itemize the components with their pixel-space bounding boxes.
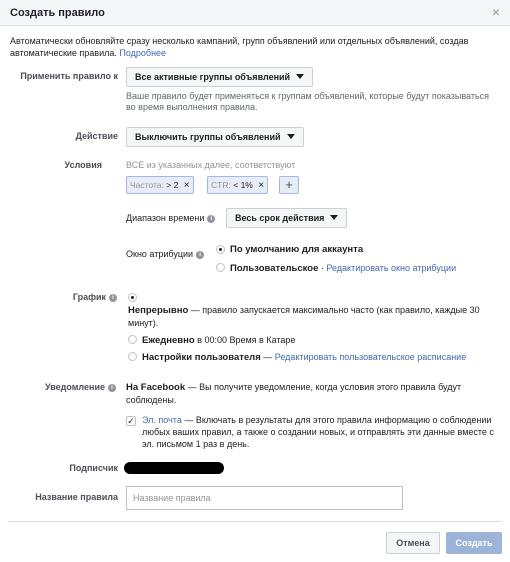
notifications-label: Уведомление i [6,382,116,392]
condition-value: 2 [173,180,179,190]
remove-condition-icon[interactable]: × [258,180,265,191]
notification-facebook [126,381,500,406]
time-range-selected: Весь срок действия [235,213,325,223]
caret-down-icon [296,74,304,79]
attribution-default-label: По умолчанию для аккаунта [230,244,364,255]
schedule-daily-option [142,334,295,347]
schedule-daily-radio[interactable] [128,335,137,344]
apply-rule-hint: Ваше правило будет применяться к группам объявлений, которые будут показываться во время выполнения правила. [126,91,490,112]
schedule-custom-sep: — [260,352,275,362]
notification-facebook-label: На Facebook [126,382,186,393]
schedule-continuous-label: Непрерывно [128,305,189,316]
edit-attribution-link[interactable]: Редактировать окно атрибуции [326,263,457,273]
attribution-custom-label: Пользовательское [230,263,319,274]
description-text: Автоматически обновляйте сразу несколько кампаний, групп объявлений или отдельных объявлений, создав автоматические правила. [10,36,469,58]
condition-value: 1% [240,180,253,190]
condition-key: CTR: [211,180,231,190]
action-label: Действие [75,131,118,141]
apply-rule-selected: Все активные группы объявлений [135,72,291,82]
dialog-description [10,35,480,59]
attribution-default-radio[interactable] [216,245,225,254]
schedule-continuous-radio[interactable] [128,293,137,302]
condition-token-frequency[interactable] [126,176,194,194]
notification-email-desc: — Включать в результаты для этого правила информацию о соблюдении любых ваших правил, а также о создании новых, и отправлять эти данные вместе с эл. письмом 1 раз в день. [142,415,494,449]
schedule-daily-desc: в 00:00 Время в Катаре [194,335,296,345]
learn-more-link[interactable]: Подробнее [119,48,167,58]
remove-condition-icon[interactable]: × [183,180,190,191]
time-range-dropdown[interactable] [226,208,347,228]
schedule-custom-label: Настройки пользователя [142,352,261,363]
schedule-daily-label: Ежедневно [142,335,195,346]
conditions-hint: ВСЕ из указанных далее, соответствуют [126,160,296,170]
info-icon[interactable]: i [207,215,215,223]
apply-rule-dropdown[interactable] [126,67,313,87]
create-button[interactable]: Создать [446,532,502,554]
action-selected: Выключить группы объявлений [135,132,281,142]
add-condition-button[interactable]: + [279,176,299,194]
conditions-label: Условия [64,160,102,170]
notification-facebook-desc: — Вы получите уведомление, когда условия этого правила будут соблюдены. [126,382,462,405]
caret-down-icon [287,134,295,139]
info-icon[interactable]: i [108,384,116,392]
edit-custom-schedule-link[interactable]: Редактировать пользовательское расписание [274,352,467,362]
email-notification-checkbox[interactable]: ✓ [127,416,135,426]
rule-name-input[interactable] [126,486,403,510]
rule-name-label: Название правила [35,492,118,502]
schedule-label: График i [7,292,117,302]
notification-email-label: Эл. почта [142,415,182,425]
condition-key: Частота: [130,180,164,190]
info-icon[interactable]: i [196,251,204,259]
footer-divider [8,521,502,522]
info-icon[interactable]: i [109,294,117,302]
attribution-custom-radio[interactable] [216,263,225,272]
condition-token-ctr[interactable] [207,176,268,194]
schedule-custom-option [142,351,466,364]
subscriber-label: Подписчик [69,463,118,473]
schedule-continuous-option [128,304,500,329]
dialog-header [0,0,510,26]
close-icon[interactable]: × [491,4,500,20]
attribution-custom-option: Пользовательское · Редактировать окно атрибуции [230,263,457,274]
notification-email [142,414,500,450]
caret-down-icon [330,215,338,220]
condition-op: > [166,180,172,190]
apply-rule-label: Применить правило к [20,71,118,81]
schedule-continuous-desc: — правило запускается максимально часто (как правило, каждые 30 минут). [128,305,480,328]
dialog-title: Создать правило [10,7,105,19]
action-dropdown[interactable] [126,127,304,147]
subscriber-avatar-redacted [124,462,224,474]
schedule-custom-radio[interactable] [128,352,137,361]
condition-op: < [233,180,239,190]
attribution-label: Окно атрибуции i [126,248,204,260]
time-range-label: Диапазон времени i [126,212,215,224]
cancel-button[interactable]: Отмена [386,532,440,554]
